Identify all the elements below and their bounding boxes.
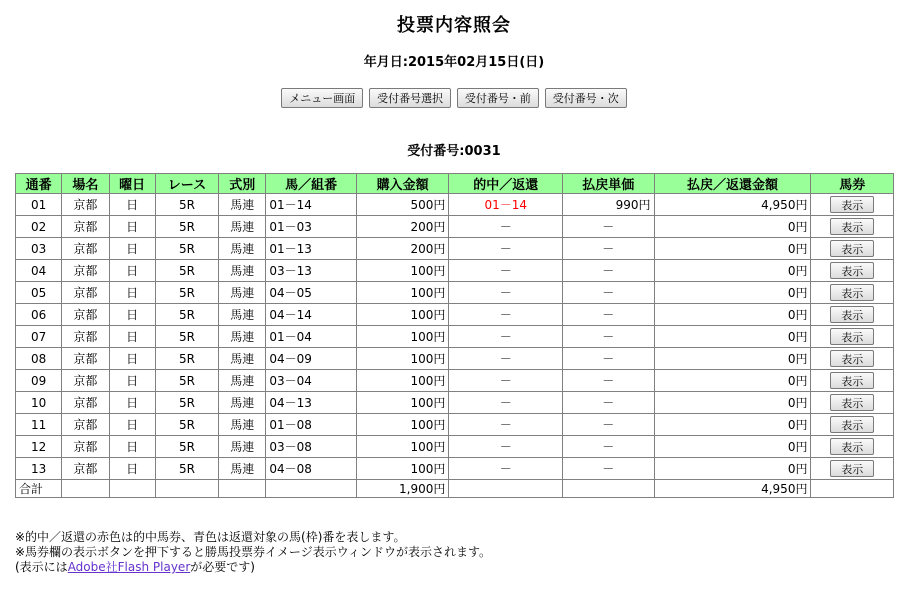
cell-day: 日 [109, 238, 155, 260]
cell-amount: 100円 [356, 370, 449, 392]
date-line: 年月日:2015年02月15日(日) [363, 55, 545, 70]
cell-unit: － [563, 414, 655, 436]
cell-hit: － [449, 216, 563, 238]
cell-amount: 100円 [356, 282, 449, 304]
cell-venue: 京都 [62, 436, 109, 458]
cell-amount: 100円 [356, 414, 449, 436]
cell-type: 馬連 [219, 238, 266, 260]
header-hit: 的中／返還 [449, 174, 563, 194]
cell-venue: 京都 [62, 194, 109, 216]
cell-no: 05 [16, 282, 62, 304]
receipt-select-button[interactable]: 受付番号選択 [369, 88, 451, 108]
table-row [16, 260, 894, 282]
total-payout: 4,950円 [654, 480, 811, 498]
header-amount: 購入金額 [356, 174, 449, 194]
cell-no: 09 [16, 370, 62, 392]
header-no: 通番 [16, 174, 62, 194]
table-row [16, 370, 894, 392]
cell-race: 5R [155, 216, 218, 238]
menu-screen-button[interactable]: メニュー画面 [281, 88, 363, 108]
header-day: 曜日 [109, 174, 155, 194]
cell-combo: 01－14 [266, 194, 357, 216]
cell-type: 馬連 [219, 282, 266, 304]
cell-type: 馬連 [219, 436, 266, 458]
cell-unit: 990円 [563, 194, 655, 216]
table-row [16, 194, 894, 216]
cell-unit: － [563, 260, 655, 282]
cell-type: 馬連 [219, 260, 266, 282]
header-venue: 場名 [62, 174, 109, 194]
cell-combo: 01－04 [266, 326, 357, 348]
cell-amount: 100円 [356, 436, 449, 458]
cell-race: 5R [155, 326, 218, 348]
cell-hit: － [449, 414, 563, 436]
cell-combo: 03－08 [266, 436, 357, 458]
table-row [16, 238, 894, 260]
show-ticket-button[interactable]: 表示 [830, 416, 874, 433]
cell-combo: 04－13 [266, 392, 357, 414]
show-ticket-button[interactable]: 表示 [830, 350, 874, 367]
cell-ticket [811, 260, 894, 282]
table-row [16, 282, 894, 304]
total-label: 合計 [16, 480, 62, 498]
cell-amount: 100円 [356, 348, 449, 370]
cell-type: 馬連 [219, 370, 266, 392]
cell-payout: 0円 [654, 458, 811, 480]
cell-race: 5R [155, 414, 218, 436]
table-row [16, 216, 894, 238]
show-ticket-button[interactable]: 表示 [830, 306, 874, 323]
cell-ticket [811, 238, 894, 260]
cell-combo: 01－08 [266, 414, 357, 436]
note-flash-pre: (表示には [15, 560, 68, 574]
cell-payout: 0円 [654, 392, 811, 414]
notes [15, 530, 491, 575]
cell-day: 日 [109, 194, 155, 216]
total-empty [109, 480, 155, 498]
show-ticket-button[interactable]: 表示 [830, 328, 874, 345]
cell-day: 日 [109, 436, 155, 458]
table-row [16, 458, 894, 480]
cell-race: 5R [155, 282, 218, 304]
show-ticket-button[interactable]: 表示 [830, 240, 874, 257]
cell-unit: － [563, 370, 655, 392]
cell-payout: 0円 [654, 282, 811, 304]
cell-venue: 京都 [62, 216, 109, 238]
cell-day: 日 [109, 304, 155, 326]
total-empty [266, 480, 357, 498]
cell-day: 日 [109, 370, 155, 392]
cell-combo: 04－08 [266, 458, 357, 480]
cell-unit: － [563, 348, 655, 370]
table-row [16, 304, 894, 326]
table-row [16, 392, 894, 414]
cell-day: 日 [109, 216, 155, 238]
total-empty [811, 480, 894, 498]
show-ticket-button[interactable]: 表示 [830, 284, 874, 301]
cell-hit: － [449, 260, 563, 282]
cell-payout: 0円 [654, 304, 811, 326]
cell-race: 5R [155, 370, 218, 392]
cell-unit: － [563, 436, 655, 458]
cell-day: 日 [109, 348, 155, 370]
cell-amount: 100円 [356, 260, 449, 282]
cell-venue: 京都 [62, 260, 109, 282]
show-ticket-button[interactable]: 表示 [830, 196, 874, 213]
cell-combo: 03－13 [266, 260, 357, 282]
show-ticket-button[interactable]: 表示 [830, 372, 874, 389]
cell-unit: － [563, 216, 655, 238]
cell-amount: 200円 [356, 238, 449, 260]
cell-day: 日 [109, 458, 155, 480]
cell-ticket [811, 392, 894, 414]
cell-payout: 0円 [654, 238, 811, 260]
cell-unit: － [563, 392, 655, 414]
cell-payout: 0円 [654, 436, 811, 458]
cell-hit: － [449, 436, 563, 458]
cell-day: 日 [109, 414, 155, 436]
cell-no: 11 [16, 414, 62, 436]
cell-no: 03 [16, 238, 62, 260]
cell-venue: 京都 [62, 326, 109, 348]
cell-type: 馬連 [219, 326, 266, 348]
cell-payout: 0円 [654, 260, 811, 282]
cell-payout: 0円 [654, 414, 811, 436]
cell-combo: 03－04 [266, 370, 357, 392]
cell-payout: 0円 [654, 348, 811, 370]
cell-race: 5R [155, 238, 218, 260]
note-flash [15, 560, 491, 575]
cell-type: 馬連 [219, 348, 266, 370]
cell-ticket [811, 216, 894, 238]
cell-unit: － [563, 458, 655, 480]
cell-day: 日 [109, 392, 155, 414]
note-hit-color: ※的中／返還の赤色は的中馬券、青色は返還対象の馬(枠)番を表します。 [15, 530, 406, 544]
header-type: 式別 [219, 174, 266, 194]
cell-type: 馬連 [219, 392, 266, 414]
receipt-prev-button[interactable]: 受付番号・前 [457, 88, 539, 108]
cell-race: 5R [155, 260, 218, 282]
cell-hit: － [449, 348, 563, 370]
cell-venue: 京都 [62, 282, 109, 304]
cell-combo: 01－13 [266, 238, 357, 260]
flash-player-link[interactable]: Adobe社Flash Player [67, 560, 191, 574]
header-race: レース [155, 174, 218, 194]
show-ticket-button[interactable]: 表示 [830, 218, 874, 235]
cell-race: 5R [155, 304, 218, 326]
cell-hit: － [449, 238, 563, 260]
header-payout: 払戻／返還金額 [654, 174, 811, 194]
table-row [16, 414, 894, 436]
cell-combo: 04－14 [266, 304, 357, 326]
cell-race: 5R [155, 436, 218, 458]
cell-no: 08 [16, 348, 62, 370]
cell-day: 日 [109, 282, 155, 304]
cell-venue: 京都 [62, 392, 109, 414]
cell-race: 5R [155, 392, 218, 414]
total-empty [449, 480, 563, 498]
header-combo: 馬／組番 [266, 174, 357, 194]
cell-ticket [811, 304, 894, 326]
cell-combo: 04－09 [266, 348, 357, 370]
nav-buttons [0, 88, 908, 108]
receipt-number: 受付番号:0031 [407, 144, 501, 159]
total-empty [155, 480, 218, 498]
cell-no: 01 [16, 194, 62, 216]
cell-venue: 京都 [62, 238, 109, 260]
cell-amount: 100円 [356, 392, 449, 414]
cell-venue: 京都 [62, 458, 109, 480]
cell-no: 07 [16, 326, 62, 348]
show-ticket-button[interactable]: 表示 [830, 394, 874, 411]
cell-venue: 京都 [62, 370, 109, 392]
cell-hit: － [449, 370, 563, 392]
total-empty [563, 480, 655, 498]
cell-day: 日 [109, 326, 155, 348]
cell-venue: 京都 [62, 348, 109, 370]
header-ticket: 馬券 [811, 174, 894, 194]
cell-amount: 100円 [356, 458, 449, 480]
show-ticket-button[interactable]: 表示 [830, 438, 874, 455]
cell-ticket [811, 326, 894, 348]
cell-no: 04 [16, 260, 62, 282]
cell-hit: － [449, 282, 563, 304]
bets-table [15, 173, 894, 498]
cell-hit: － [449, 458, 563, 480]
cell-payout: 4,950円 [654, 194, 811, 216]
cell-race: 5R [155, 194, 218, 216]
page-title: 投票内容照会 [397, 15, 511, 36]
cell-no: 02 [16, 216, 62, 238]
table-row [16, 436, 894, 458]
cell-amount: 100円 [356, 304, 449, 326]
cell-ticket [811, 436, 894, 458]
cell-combo: 04－05 [266, 282, 357, 304]
cell-ticket [811, 414, 894, 436]
cell-race: 5R [155, 458, 218, 480]
show-ticket-button[interactable]: 表示 [830, 262, 874, 279]
cell-ticket [811, 282, 894, 304]
cell-type: 馬連 [219, 304, 266, 326]
cell-unit: － [563, 282, 655, 304]
cell-venue: 京都 [62, 304, 109, 326]
cell-race: 5R [155, 348, 218, 370]
cell-ticket [811, 458, 894, 480]
cell-amount: 200円 [356, 216, 449, 238]
total-amount: 1,900円 [356, 480, 449, 498]
cell-payout: 0円 [654, 216, 811, 238]
cell-ticket [811, 194, 894, 216]
show-ticket-button[interactable]: 表示 [830, 460, 874, 477]
cell-hit: 01－14 [449, 194, 563, 216]
cell-ticket [811, 370, 894, 392]
cell-amount: 500円 [356, 194, 449, 216]
cell-amount: 100円 [356, 326, 449, 348]
cell-venue: 京都 [62, 414, 109, 436]
note-flash-post: が必要です) [190, 560, 255, 574]
total-empty [62, 480, 109, 498]
cell-no: 12 [16, 436, 62, 458]
cell-payout: 0円 [654, 370, 811, 392]
cell-type: 馬連 [219, 194, 266, 216]
table-header-row [16, 174, 894, 194]
cell-no: 10 [16, 392, 62, 414]
receipt-next-button[interactable]: 受付番号・次 [545, 88, 627, 108]
cell-ticket [811, 348, 894, 370]
table-row [16, 326, 894, 348]
cell-combo: 01－03 [266, 216, 357, 238]
total-row [16, 480, 894, 498]
total-empty [219, 480, 266, 498]
cell-no: 13 [16, 458, 62, 480]
cell-unit: － [563, 326, 655, 348]
cell-payout: 0円 [654, 326, 811, 348]
cell-type: 馬連 [219, 458, 266, 480]
cell-type: 馬連 [219, 216, 266, 238]
header-unit: 払戻単価 [563, 174, 655, 194]
cell-unit: － [563, 238, 655, 260]
cell-hit: － [449, 326, 563, 348]
cell-day: 日 [109, 260, 155, 282]
note-show-button: ※馬券欄の表示ボタンを押下すると勝馬投票券イメージ表示ウィンドウが表示されます。 [15, 545, 492, 559]
cell-hit: － [449, 392, 563, 414]
cell-hit: － [449, 304, 563, 326]
cell-type: 馬連 [219, 414, 266, 436]
table-row [16, 348, 894, 370]
cell-unit: － [563, 304, 655, 326]
cell-no: 06 [16, 304, 62, 326]
